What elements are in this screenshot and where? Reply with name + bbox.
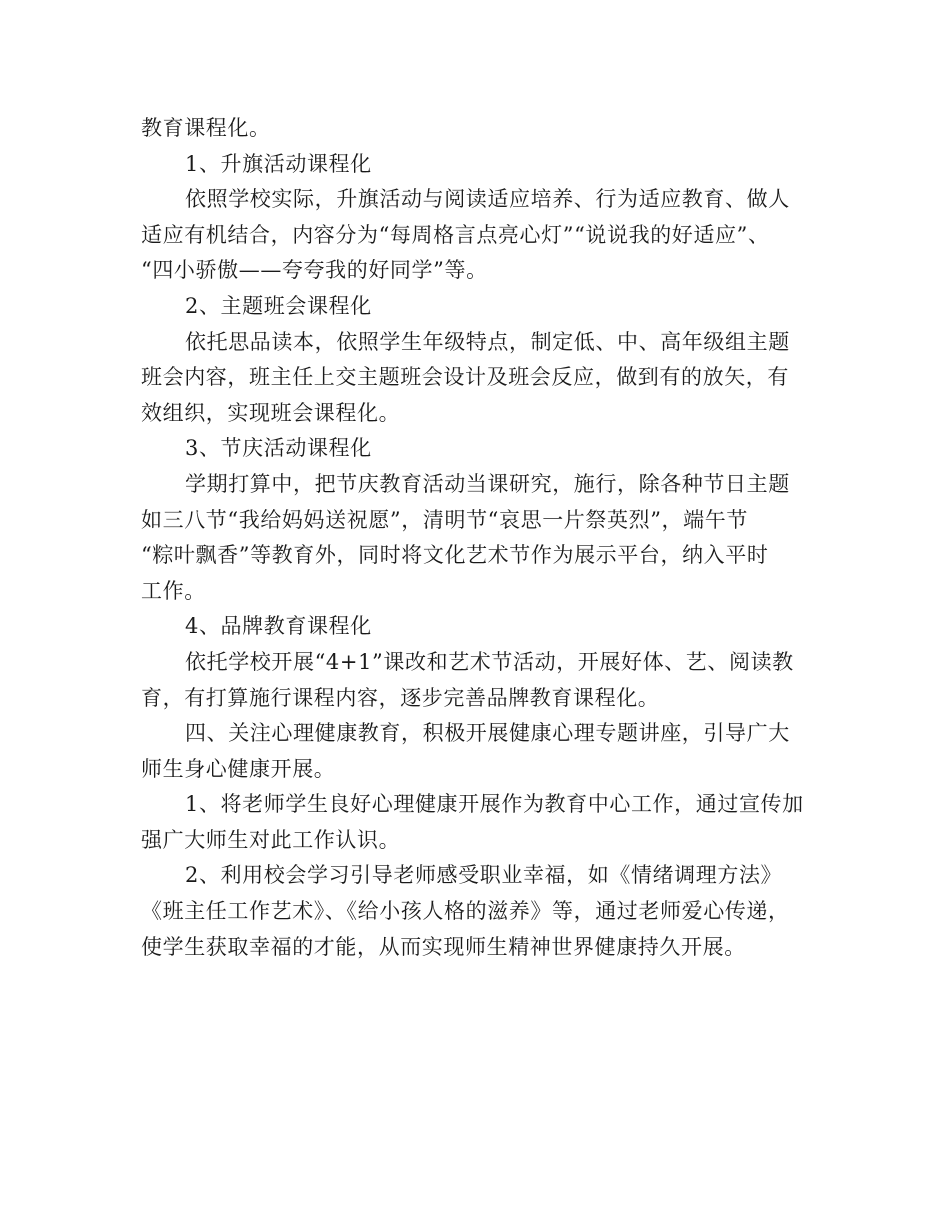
section-heading: 3、节庆活动课程化 bbox=[185, 436, 372, 461]
text-line: “粽叶飘香”等教育外，同时将文化艺术节作为展示平台，纳入平时 bbox=[141, 543, 769, 568]
text-line: 效组织，实现班会课程化。 bbox=[141, 400, 401, 425]
document-body bbox=[141, 111, 813, 965]
text-line: 使学生获取幸福的才能，从而实现师生精神世界健康持久开展。 bbox=[141, 934, 746, 959]
section-heading: 四、关注心理健康教育，积极开展健康心理专题讲座，引导广大 bbox=[185, 721, 790, 746]
text-line: “四小骄傲——夸夸我的好同学”等。 bbox=[141, 258, 488, 283]
text-line: 强广大师生对此工作认识。 bbox=[141, 827, 401, 852]
text-line: 如三八节“我给妈妈送祝愿”，清明节“哀思一片祭英烈”，端午节 bbox=[141, 507, 748, 532]
text-line: 依托思品读本，依照学生年级特点，制定低、中、高年级组主题 bbox=[185, 329, 790, 354]
section-heading: 2、主题班会课程化 bbox=[185, 293, 372, 318]
text-line: 依托学校开展“4+1”课改和艺术节活动，开展好体、艺、阅读教 bbox=[185, 649, 794, 674]
text-line: 学期打算中，把节庆教育活动当课研究，施行，除各种节日主题 bbox=[185, 471, 790, 496]
text-line: 依照学校实际，升旗活动与阅读适应培养、行为适应教育、做人 bbox=[185, 187, 790, 212]
text-line: 适应有机结合，内容分为“每周格言点亮心灯”“说说我的好适应”、 bbox=[141, 222, 770, 247]
section-heading: 4、品牌教育课程化 bbox=[185, 614, 372, 639]
text-line: 育，有打算施行课程内容，逐步完善品牌教育课程化。 bbox=[141, 685, 660, 710]
text-line: 《班主任工作艺术》、《给小孩人格的滋养》等，通过老师爱心传递， bbox=[141, 899, 790, 924]
text-line: 教育课程化。 bbox=[141, 116, 271, 140]
text-line: 工作。 bbox=[141, 578, 206, 603]
section-heading: 1、升旗活动课程化 bbox=[185, 151, 372, 176]
text-line: 2、利用校会学习引导老师感受职业幸福，如《情绪调理方法》 bbox=[185, 863, 783, 888]
text-line: 师生身心健康开展。 bbox=[141, 756, 336, 781]
text-line: 班会内容，班主任上交主题班会设计及班会反应，做到有的放矢，有 bbox=[141, 365, 789, 390]
text-line: 1、将老师学生良好心理健康开展作为教育中心工作，通过宣传加 bbox=[185, 792, 804, 817]
